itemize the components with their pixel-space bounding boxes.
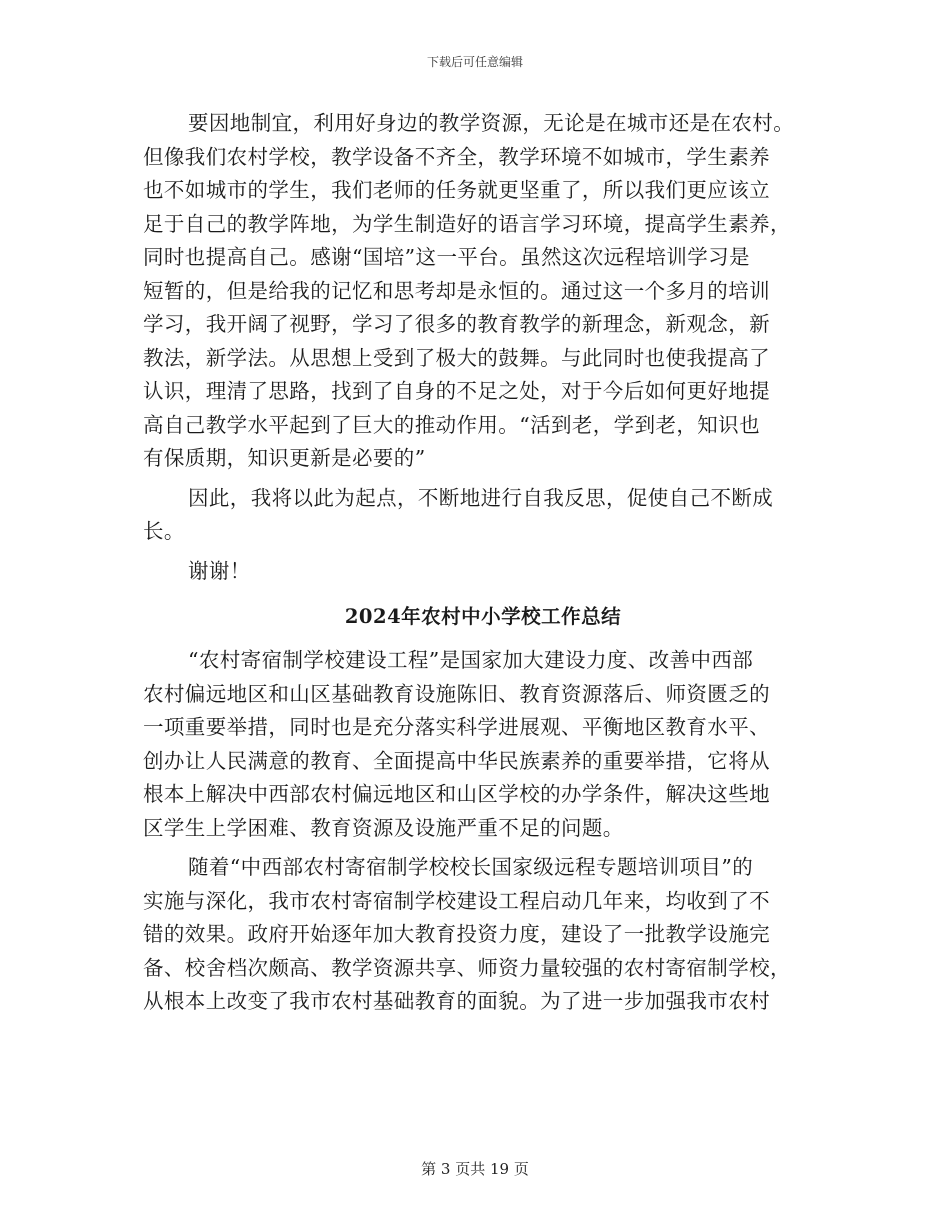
page-number: 第 3 页共 19 页 — [421, 1160, 529, 1178]
text-line: 根本上解决中西部农村偏远地区和山区学校的办学条件，解决这些地 — [143, 782, 770, 806]
text-line: 也不如城市的学生，我们老师的任务就更坚重了，所以我们更应该立 — [143, 178, 770, 202]
text-line: 实施与深化，我市农村寄宿制学校建设工程启动几年来，均收到了不 — [143, 888, 770, 913]
text-line: 因此，我将以此为起点，不断地进行自我反思，促使自己不断成 — [188, 485, 774, 510]
text-line: 高自己教学水平起到了巨大的推动作用。“活到老，学到老，知识也 — [143, 412, 760, 437]
text-line: 从根本上改变了我市农村基础教育的面貌。为了进一步加强我市农村 — [143, 989, 770, 1013]
text-line: 错的效果。政府开始逐年加大教育投资力度，建设了一批教学设施完 — [143, 922, 770, 946]
document-body — [143, 107, 823, 1019]
text-line: 教法，新学法。从思想上受到了极大的鼓舞。与此同时也使我提高了 — [143, 345, 770, 370]
text-line: “农村寄宿制学校建设工程”是国家加大建设力度、改善中西部 — [188, 648, 754, 672]
text-line: 要因地制宜，利用好身边的教学资源，无论是在城市还是在农村。 — [188, 111, 795, 135]
closing-thanks: 谢谢！ — [188, 558, 251, 583]
paragraph-boarding-project — [143, 644, 823, 845]
paragraph-reflection — [143, 482, 823, 549]
paragraph-teaching-resources — [143, 107, 823, 476]
text-line: 区学生上学困难、教育资源及设施严重不足的问题。 — [143, 815, 624, 840]
page-header: 下载后可任意编辑 — [426, 55, 523, 69]
text-line: 同时也提高自己。感谢“国培”这一平台。虽然这次远程培训学习是 — [143, 245, 750, 269]
text-line: 但像我们农村学校，教学设备不齐全，教学环境不如城市，学生素养 — [143, 144, 770, 169]
text-line: 一项重要举措，同时也是充分落实科学进展观、平衡地区教育水平、 — [143, 715, 770, 739]
text-line: 农村偏远地区和山区基础教育设施陈旧、教育资源落后、师资匮乏的 — [143, 681, 770, 706]
text-line: 创办让人民满意的教育、全面提高中华民族素养的重要举措，它将从 — [143, 748, 770, 773]
paragraph-training-program — [143, 851, 823, 1019]
text-line: 有保质期，知识更新是必要的” — [143, 446, 426, 470]
text-line: 随着“中西部农村寄宿制学校校长国家级远程专题培训项目”的 — [188, 855, 754, 879]
text-line: 备、校舍档次颇高、教学资源共享、师资力量较强的农村寄宿制学校， — [143, 955, 791, 980]
text-line: 长。 — [143, 519, 185, 543]
section-title: 2024年农村中小学校工作总结 — [344, 605, 622, 628]
text-line: 认识，理清了思路，找到了自身的不足之处，对于今后如何更好地提 — [143, 379, 770, 403]
text-line: 短暂的，但是给我的记忆和思考却是永恒的。通过这一个多月的培训 — [143, 278, 770, 303]
text-line: 足于自己的教学阵地，为学生制造好的语言学习环境，提高学生素养， — [143, 211, 791, 236]
text-line: 学习，我开阔了视野，学习了很多的教育教学的新理念，新观念，新 — [143, 312, 770, 336]
